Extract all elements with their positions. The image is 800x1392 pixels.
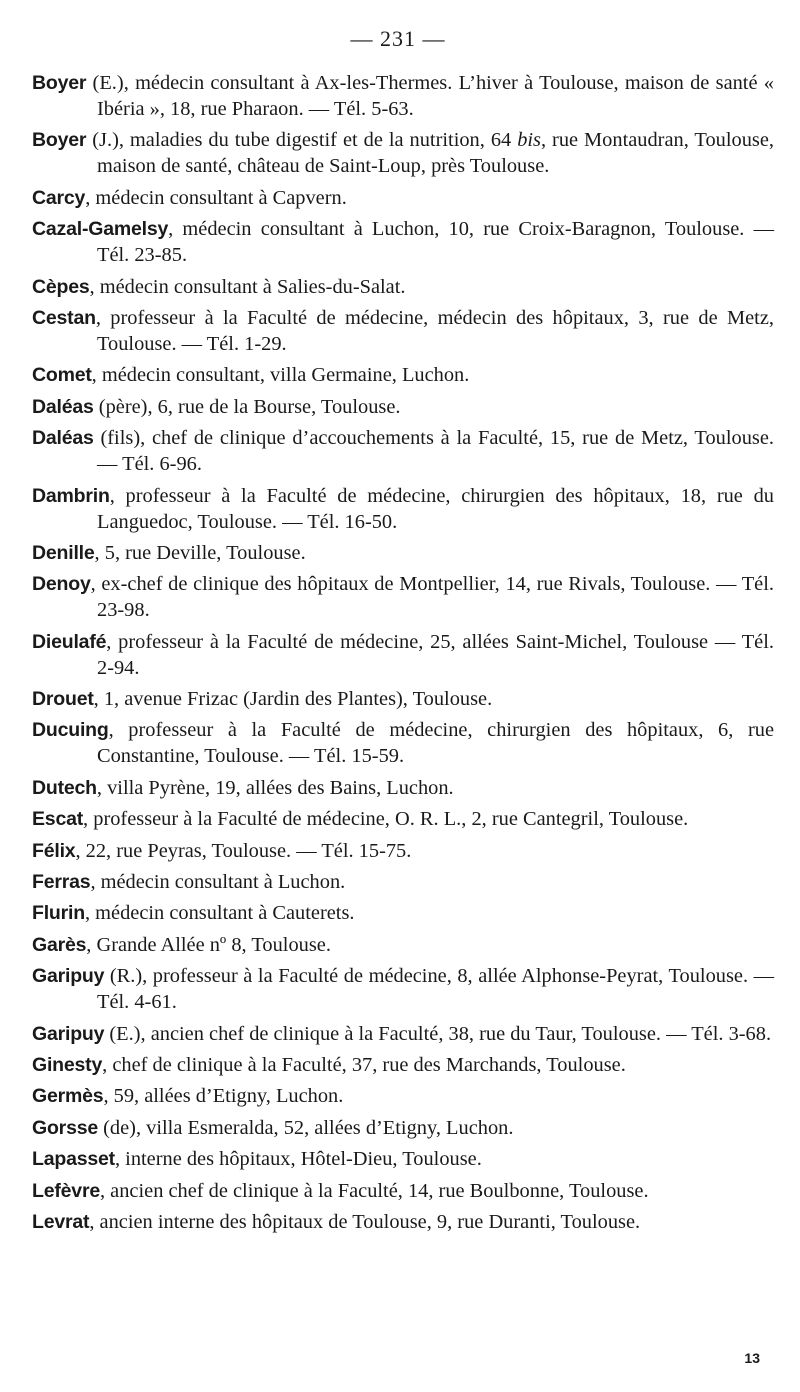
entry-details: , chef de clinique à la Faculté, 37, rue des Marchands, Toulouse. — [102, 1053, 626, 1076]
entry-name: Daléas — [32, 427, 94, 450]
entry-name: Félix — [32, 839, 76, 862]
directory-entry — [32, 425, 774, 477]
page-number: — 231 — — [350, 26, 446, 51]
entry-details: (E.), ancien chef de clinique à la Faculté, 38, rue du Taur, Toulouse. — Tél. 3-68. — [104, 1022, 772, 1045]
entry-details: , interne des hôpitaux, Hôtel-Dieu, Toulouse. — [114, 1148, 482, 1171]
directory-entry — [32, 1021, 774, 1047]
entry-details: , 22, rue Peyras, Toulouse. — Tél. 15-75. — [75, 839, 412, 862]
entry-details: , Grande Allée nº 8, Toulouse. — [86, 933, 331, 956]
entry-details: (E.), médecin consultant à Ax-les-Thermes. L’hiver à Toulouse, maison de santé « Ibéria », 18, rue Pharaon. — Tél. 5-63. — [86, 72, 774, 120]
directory-entry — [32, 274, 774, 300]
entry-name: Escat — [32, 808, 84, 831]
entry-details: , médecin consultant à Cauterets. — [84, 902, 355, 925]
entry-details: (père), 6, rue de la Bourse, Toulouse. — [93, 395, 401, 418]
directory-entry — [32, 1178, 774, 1204]
entry-name: Cazal-Gamelsy — [32, 218, 169, 241]
directory-entry — [32, 686, 774, 712]
entry-name: Boyer — [32, 129, 87, 152]
directory-entry — [32, 838, 774, 864]
directory-entry — [32, 717, 774, 769]
directory-entry — [32, 1146, 774, 1172]
directory-entry — [32, 127, 774, 179]
entry-details: , 1, avenue Frizac (Jardin des Plantes), Toulouse. — [93, 688, 493, 711]
entry-details: , ancien interne des hôpitaux de Toulouse, 9, rue Duranti, Toulouse. — [89, 1210, 641, 1233]
entry-name: Boyer — [32, 72, 87, 94]
directory-entry — [32, 185, 774, 211]
entry-name: Flurin — [32, 902, 85, 925]
entry-details: (J.), maladies du tube digestif et de la nutrition, 64 bis, rue Montaudran, Toulouse, maison de santé, château de Saint-Loup, près Toulouse. — [86, 129, 774, 178]
entry-details: , ex-chef de clinique des hôpitaux de Montpellier, 14, rue Rivals, Toulouse. — Tél. 23-98. — [90, 573, 774, 622]
entry-name: Levrat — [32, 1210, 90, 1233]
entry-details: , villa Pyrène, 19, allées des Bains, Luchon. — [96, 776, 454, 799]
directory-entry — [32, 1083, 774, 1109]
directory-entry — [32, 70, 774, 122]
entry-name: Ferras — [32, 871, 91, 894]
directory-entry — [32, 571, 774, 623]
directory-entry — [32, 900, 774, 926]
entry-name: Daléas — [32, 395, 94, 418]
entry-details: , médecin consultant, villa Germaine, Luchon. — [91, 364, 470, 387]
directory-entry — [32, 963, 774, 1015]
entry-details: , médecin consultant à Luchon, 10, rue Croix-Baragnon, Toulouse. — Tél. 23-85. — [97, 218, 774, 267]
directory-entry — [32, 1052, 774, 1078]
directory-entry — [32, 1209, 774, 1235]
entry-name: Cèpes — [32, 275, 90, 298]
entry-details: (fils), chef de clinique d’accouchements à la Faculté, 15, rue de Metz, Toulouse. — Tél. 6-96. — [93, 427, 774, 476]
directory-entry — [32, 806, 774, 832]
entry-name: Drouet — [32, 688, 94, 711]
entry-name: Ducuing — [32, 719, 109, 742]
entry-details: , professeur à la Faculté de médecine, médecin des hôpitaux, 3, rue de Metz, Toulouse. — Tél. 1-29. — [95, 306, 774, 355]
directory-entry — [32, 362, 774, 388]
entry-name: Lapasset — [32, 1148, 115, 1171]
directory-entry — [32, 932, 774, 958]
entry-name: Garipuy — [32, 1022, 105, 1045]
directory-entry — [32, 869, 774, 895]
entry-name: Carcy — [32, 186, 86, 209]
entry-name: Gorsse — [32, 1116, 99, 1139]
entry-name: Dieulafé — [32, 630, 107, 653]
directory-entry — [32, 775, 774, 801]
entry-details: , 5, rue Deville, Toulouse. — [94, 541, 306, 564]
entry-name: Garipuy — [32, 965, 105, 988]
directory-entries — [32, 70, 774, 1235]
entry-name: Germès — [32, 1085, 104, 1108]
directory-entry — [32, 216, 774, 268]
entry-details: , professeur à la Faculté de médecine, O. R. L., 2, rue Cantegril, Toulouse. — [83, 808, 689, 831]
directory-entry — [32, 540, 774, 566]
entry-name: Dutech — [32, 776, 97, 799]
entry-details: , médecin consultant à Capvern. — [85, 186, 347, 209]
directory-page — [32, 26, 774, 1240]
entry-name: Lefèvre — [32, 1179, 100, 1202]
entry-name: Denille — [32, 541, 95, 564]
entry-details: , médecin consultant à Luchon. — [90, 871, 346, 894]
entry-details: (R.), professeur à la Faculté de médecine, 8, allée Alphonse-Peyrat, Toulouse. — Tél. 4-61. — [97, 965, 774, 1014]
entry-details: , professeur à la Faculté de médecine, 25, allées Saint-Michel, Toulouse — Tél. 2-94. — [97, 630, 774, 679]
entry-details: , ancien chef de clinique à la Faculté, 14, rue Boulbonne, Toulouse. — [99, 1179, 649, 1202]
directory-entry — [32, 1115, 774, 1141]
entry-name: Cestan — [32, 306, 96, 329]
entry-details: , 59, allées d’Etigny, Luchon. — [103, 1085, 344, 1108]
directory-entry — [32, 483, 774, 535]
directory-entry — [32, 305, 774, 357]
entry-name: Ginesty — [32, 1053, 103, 1076]
entry-name: Garès — [32, 933, 87, 956]
signature-mark: 13 — [744, 1350, 760, 1366]
entry-name: Denoy — [32, 573, 91, 596]
entry-name: Comet — [32, 364, 92, 387]
directory-entry — [32, 394, 774, 420]
entry-details: , médecin consultant à Salies-du-Salat. — [89, 275, 406, 298]
entry-details: (de), villa Esmeralda, 52, allées d’Etigny, Luchon. — [98, 1116, 514, 1139]
entry-details: , professeur à la Faculté de médecine, chirurgien des hôpitaux, 18, rue du Languedoc, Toulouse. — Tél. 16-50. — [97, 484, 774, 533]
entry-details: , professeur à la Faculté de médecine, chirurgien des hôpitaux, 6, rue Constantine, Toulouse. — Tél. 15-59. — [97, 719, 774, 768]
entry-name: Dambrin — [32, 484, 110, 507]
directory-entry — [32, 629, 774, 681]
